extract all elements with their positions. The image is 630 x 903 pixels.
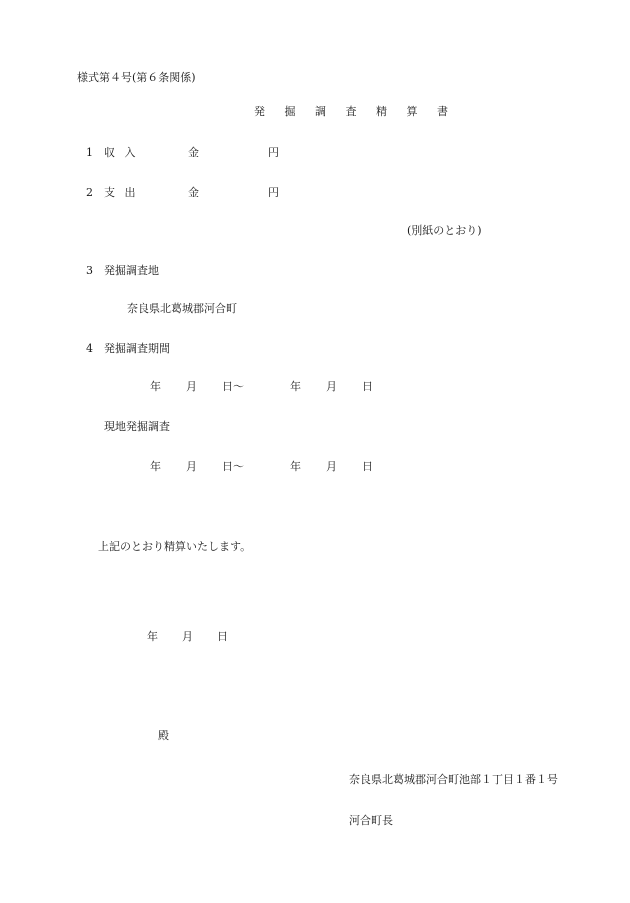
income-label: 収 入 xyxy=(104,146,139,159)
site-value: 奈良県北葛城郡河合町 xyxy=(127,302,237,315)
date-day: 日 xyxy=(217,630,228,643)
field-start-year: 年 xyxy=(150,460,161,473)
date-month: 月 xyxy=(182,630,193,643)
period-end-year: 年 xyxy=(290,380,301,393)
period-start-month: 月 xyxy=(186,380,197,393)
expense-kin: 金 xyxy=(188,186,199,199)
field-survey-label: 現地発掘調査 xyxy=(104,420,170,433)
period-end-day: 日 xyxy=(362,380,373,393)
income-number: 1 xyxy=(86,146,93,159)
income-yen: 円 xyxy=(268,146,279,159)
expense-note: (別紙のとおり) xyxy=(407,224,482,237)
document-title: 発 掘 調 査 精 算 書 xyxy=(254,105,456,118)
field-start-day: 日～ xyxy=(222,460,244,473)
expense-number: 2 xyxy=(86,186,93,199)
expense-yen: 円 xyxy=(268,186,279,199)
period-start-year: 年 xyxy=(150,380,161,393)
period-end-month: 月 xyxy=(326,380,337,393)
site-label: 発掘調査地 xyxy=(104,264,159,277)
form-label: 様式第４号(第６条関係) xyxy=(77,71,196,84)
expense-label: 支 出 xyxy=(104,186,139,199)
income-kin: 金 xyxy=(188,146,199,159)
field-end-day: 日 xyxy=(362,460,373,473)
statement-text: 上記のとおり精算いたします。 xyxy=(98,540,252,553)
addressee-suffix: 殿 xyxy=(158,729,169,742)
date-year: 年 xyxy=(147,630,158,643)
sender-title: 河合町長 xyxy=(349,814,393,827)
sender-address: 奈良県北葛城郡河合町池部１丁目１番１号 xyxy=(349,773,558,786)
field-start-month: 月 xyxy=(186,460,197,473)
field-end-month: 月 xyxy=(326,460,337,473)
period-label: 発掘調査期間 xyxy=(104,342,170,355)
period-start-day: 日～ xyxy=(222,380,244,393)
field-end-year: 年 xyxy=(290,460,301,473)
site-number: 3 xyxy=(86,264,93,277)
period-number: 4 xyxy=(86,342,93,355)
